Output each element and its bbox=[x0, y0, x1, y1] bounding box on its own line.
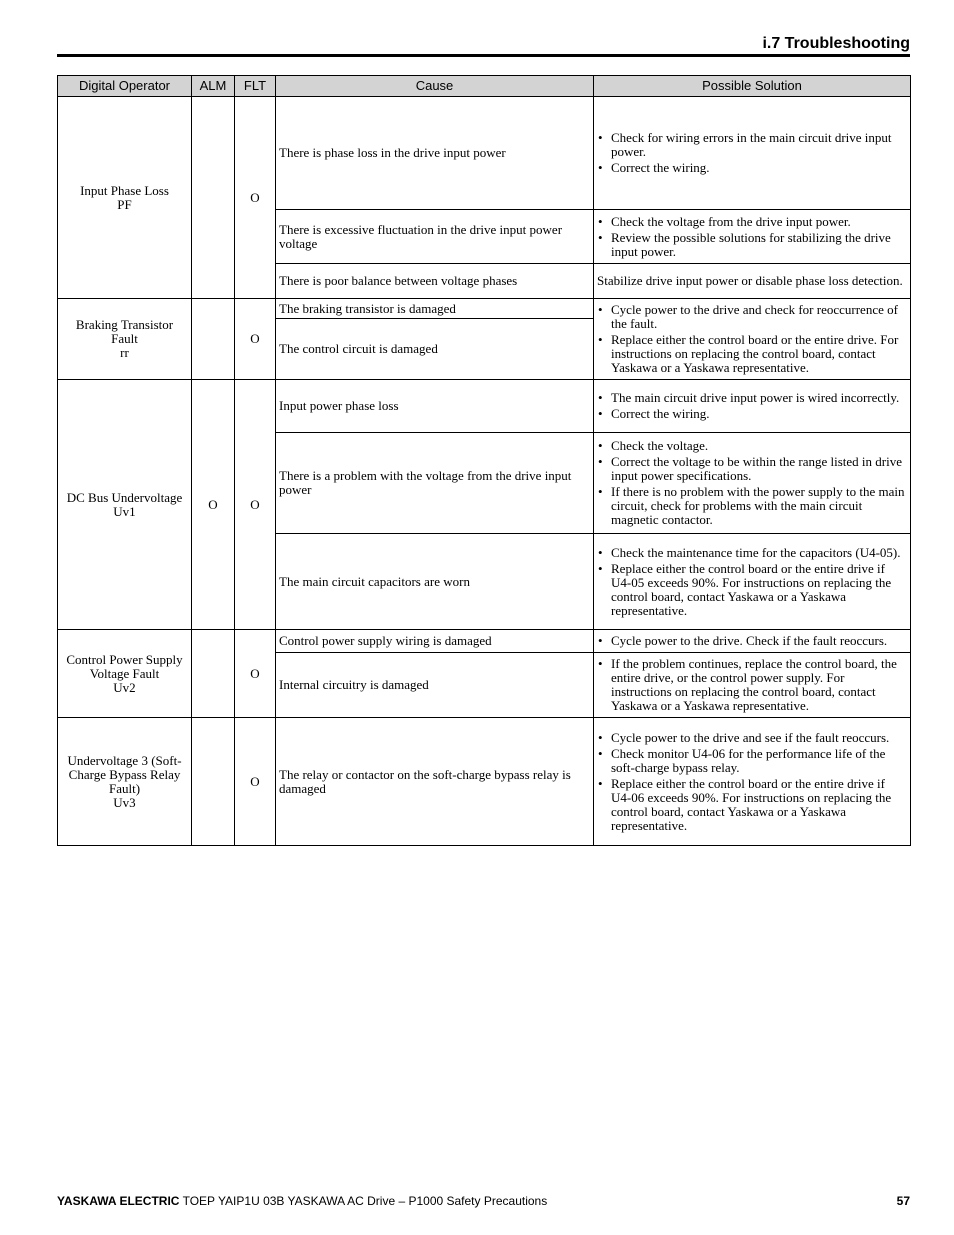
solution-item: • If the problem continues, replace the control board, the entire drive, or the control power supply. For instructions on replacing the control board, contact Yaskawa or a Yaskawa representative. bbox=[597, 657, 907, 713]
solution-item: • Correct the wiring. bbox=[597, 161, 907, 175]
cause-cell: Input power phase loss bbox=[276, 380, 594, 433]
solution-cell bbox=[594, 97, 911, 210]
operator-line: Charge Bypass Relay bbox=[68, 766, 181, 782]
col-header-flt: FLT bbox=[235, 76, 276, 97]
operator-code: rr bbox=[120, 345, 129, 360]
operator-line: Undervoltage 3 (Soft- bbox=[67, 752, 182, 768]
operator-line: Control Power Supply bbox=[66, 651, 183, 667]
flt-cell: O bbox=[235, 630, 276, 718]
table-row bbox=[58, 380, 911, 433]
operator-code: PF bbox=[117, 196, 132, 212]
flt-cell: O bbox=[235, 718, 276, 846]
col-header-alm: ALM bbox=[192, 76, 235, 97]
table-row bbox=[58, 718, 911, 846]
solution-item: • Correct the wiring. bbox=[597, 407, 907, 421]
flt-cell: O bbox=[235, 299, 276, 380]
troubleshooting-table bbox=[57, 75, 911, 846]
alm-cell bbox=[192, 97, 235, 299]
col-header-cause: Cause bbox=[276, 76, 594, 97]
operator-code: Uv1 bbox=[113, 503, 136, 519]
solution-item: • The main circuit drive input power is wired incorrectly. bbox=[597, 391, 907, 405]
operator-line: Input Phase Loss bbox=[80, 182, 169, 198]
cause-cell: The main circuit capacitors are worn bbox=[276, 534, 594, 630]
solution-item: • Check the voltage from the drive input power. bbox=[597, 215, 907, 229]
solution-cell: Stabilize drive input power or disable phase loss detection. bbox=[594, 264, 911, 299]
solution-cell bbox=[594, 630, 911, 653]
flt-cell: O bbox=[235, 97, 276, 299]
operator-line: Fault bbox=[111, 331, 138, 346]
digital-operator-cell bbox=[58, 97, 192, 299]
cause-cell: The braking transistor is damaged bbox=[276, 299, 594, 319]
alm-cell bbox=[192, 718, 235, 846]
page-number: 57 bbox=[896, 1194, 910, 1208]
col-header-possible-solution: Possible Solution bbox=[594, 76, 911, 97]
page-footer bbox=[57, 1194, 547, 1208]
solution-cell bbox=[594, 380, 911, 433]
solution-cell bbox=[594, 210, 911, 264]
table-row bbox=[58, 299, 911, 319]
alm-cell bbox=[192, 299, 235, 380]
solution-cell bbox=[594, 718, 911, 846]
title-rule bbox=[57, 54, 910, 57]
solution-item: • Review the possible solutions for stabilizing the drive input power. bbox=[597, 231, 907, 259]
solution-cell bbox=[594, 433, 911, 534]
table-row bbox=[58, 630, 911, 653]
cause-cell: There is excessive fluctuation in the drive input power voltage bbox=[276, 210, 594, 264]
solution-item: • Cycle power to the drive and check for reoccurrence of the fault. bbox=[597, 303, 907, 331]
solution-item: • Check the maintenance time for the capacitors (U4-05). bbox=[597, 546, 907, 560]
solution-cell bbox=[594, 299, 911, 380]
solution-item: • Replace either the control board or the entire drive if U4-06 exceeds 90%. For instructions on replacing the control board, contact Yaskawa or a Yaskawa representative. bbox=[597, 777, 907, 833]
col-header-digital-operator: Digital Operator bbox=[58, 76, 192, 97]
operator-line: Voltage Fault bbox=[89, 665, 160, 681]
operator-code: Uv2 bbox=[113, 679, 136, 695]
cause-cell: There is a problem with the voltage from the drive input power bbox=[276, 433, 594, 534]
digital-operator-cell bbox=[58, 299, 192, 380]
solution-cell bbox=[594, 534, 911, 630]
cause-cell: The relay or contactor on the soft-charge bypass relay is damaged bbox=[276, 718, 594, 846]
operator-line: Braking Transistor bbox=[75, 317, 174, 332]
solution-item: • Cycle power to the drive and see if the fault reoccurs. bbox=[597, 731, 907, 745]
solution-cell bbox=[594, 653, 911, 718]
alm-cell bbox=[192, 630, 235, 718]
cause-cell: The control circuit is damaged bbox=[276, 319, 594, 380]
alm-cell: O bbox=[192, 380, 235, 630]
solution-item: • Check for wiring errors in the main circuit drive input power. bbox=[597, 131, 907, 159]
operator-line: Fault) bbox=[108, 780, 141, 796]
solution-item: • Replace either the control board or the entire drive if U4-05 exceeds 90%. For instructions on replacing the control board, contact Yaskawa or a Yaskawa representative. bbox=[597, 562, 907, 618]
solution-item: • Replace either the control board or the entire drive. For instructions on replacing the control board, contact Yaskawa or a Yaskawa representative. bbox=[597, 333, 907, 375]
operator-code: Uv3 bbox=[113, 794, 136, 810]
operator-line: DC Bus Undervoltage bbox=[66, 489, 183, 505]
digital-operator-cell bbox=[58, 718, 192, 846]
solution-item: • If there is no problem with the power supply to the main circuit, check for problems with the main circuit magnetic contactor. bbox=[597, 485, 907, 527]
table-header-row bbox=[58, 76, 911, 97]
cause-cell: Control power supply wiring is damaged bbox=[276, 630, 594, 653]
solution-item: • Check monitor U4-06 for the performance life of the soft-charge bypass relay. bbox=[597, 747, 907, 775]
section-title: i.7 Troubleshooting bbox=[762, 35, 910, 52]
footer-document-title: TOEP YAIP1U 03B YASKAWA AC Drive – P1000 Safety Precautions bbox=[179, 1194, 548, 1208]
digital-operator-cell bbox=[58, 630, 192, 718]
cause-cell: There is phase loss in the drive input power bbox=[276, 97, 594, 210]
cause-cell: Internal circuitry is damaged bbox=[276, 653, 594, 718]
table-row bbox=[58, 97, 911, 210]
cause-cell: There is poor balance between voltage phases bbox=[276, 264, 594, 299]
digital-operator-cell bbox=[58, 380, 192, 630]
solution-item: • Check the voltage. bbox=[597, 439, 907, 453]
solution-item: • Cycle power to the drive. Check if the fault reoccurs. bbox=[597, 634, 907, 648]
footer-brand: YASKAWA ELECTRIC bbox=[57, 1194, 180, 1208]
flt-cell: O bbox=[235, 380, 276, 630]
solution-item: • Correct the voltage to be within the range listed in drive input power specifications. bbox=[597, 455, 907, 483]
